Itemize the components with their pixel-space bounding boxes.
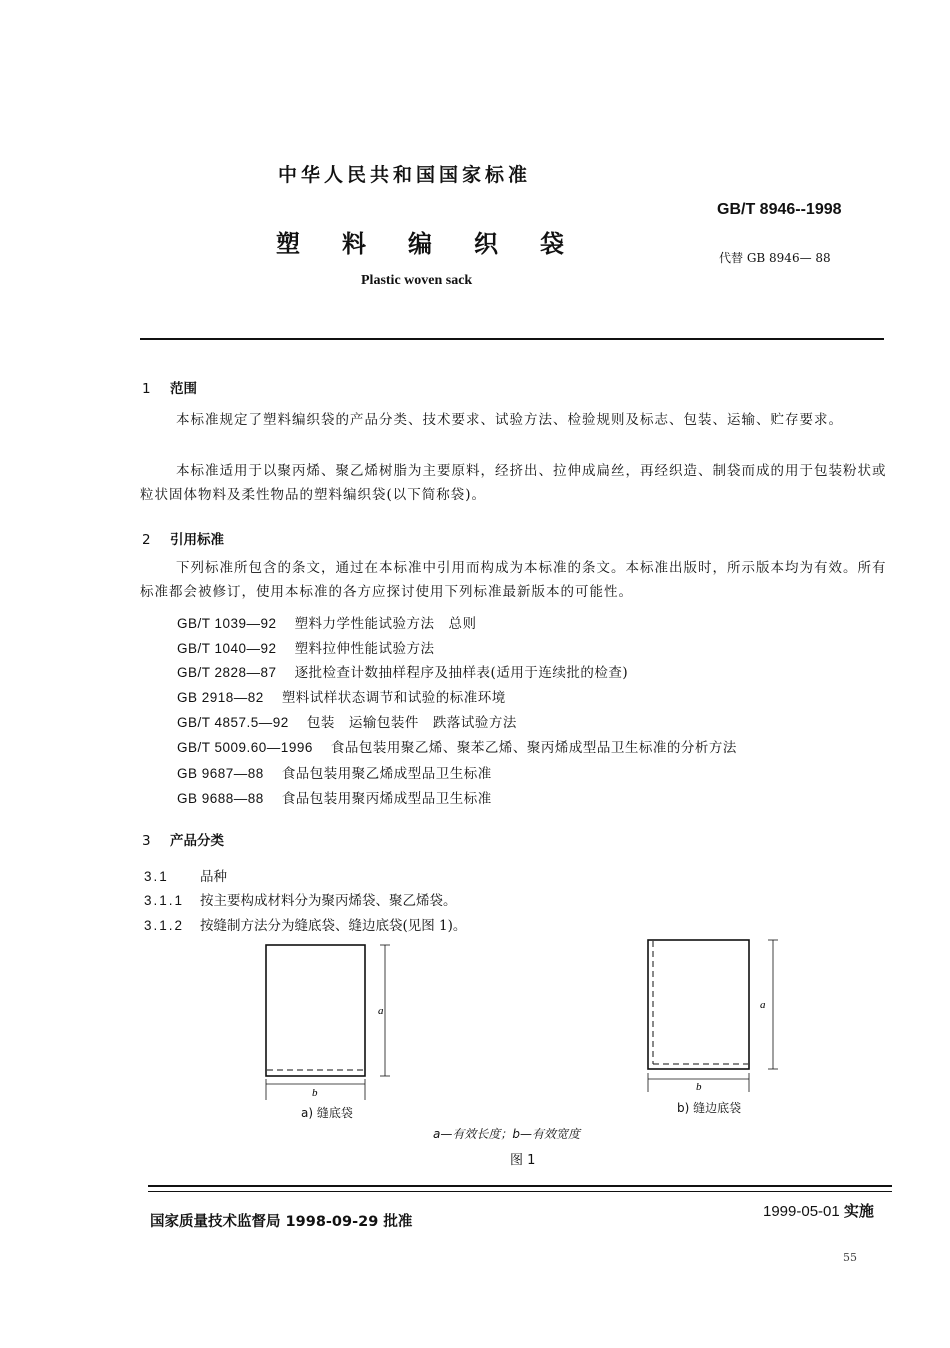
subsection-3-1-1: 3.1.1 按主要构成材料分为聚丙烯袋、聚乙烯袋。: [144, 893, 457, 909]
dimension-b-label: b: [696, 1081, 702, 1093]
replaces-standard: 代替 GB 8946— 88: [719, 251, 831, 265]
reference-item: GB 9687—88 食品包装用聚乙烯成型品卫生标准: [177, 766, 492, 782]
reference-item: GB/T 4857.5—92 包装 运输包装件 跌落试验方法: [177, 715, 517, 731]
effective-statement: [763, 1200, 874, 1221]
reference-item: GB/T 1039—92 塑料力学性能试验方法 总则: [177, 616, 477, 632]
issuing-body: 中华人民共和国国家标准: [278, 164, 532, 186]
footer-rule-bottom: [148, 1191, 892, 1192]
sewn-bottom-bag-drawing: [266, 945, 390, 1100]
effective-label: 实施: [843, 1202, 874, 1220]
reference-item: GB/T 2828—87 逐批检查计数抽样程序及抽样表(适用于连续批的检查): [177, 665, 629, 681]
approval-statement: 国家质量技术监督局 1998-09-29 批准: [150, 1214, 413, 1230]
figure-caption-right: b) 缝边底袋: [677, 1101, 742, 1115]
section-1-paragraph-1: 本标准规定了塑料编织袋的产品分类、技术要求、试验方法、检验规则及标志、包装、运输、贮存要求。: [176, 412, 843, 428]
dimension-a-label: a: [760, 999, 766, 1011]
footer-rule-top: [148, 1185, 892, 1187]
reference-item: GB 9688—88 食品包装用聚丙烯成型品卫生标准: [177, 791, 492, 807]
reference-item: GB/T 1040—92 塑料拉伸性能试验方法: [177, 641, 435, 657]
reference-item: GB/T 5009.60—1996 食品包装用聚乙烯、聚苯乙烯、聚丙烯成型品卫生标准的分析方法: [177, 740, 737, 756]
section-1-heading: 1 范围: [142, 381, 197, 397]
header-rule: [140, 338, 884, 340]
section-1-paragraph-2: 本标准适用于以聚丙烯、聚乙烯树脂为主要原料，经挤出、拉伸成扁丝，再经织造、制袋而成的用于包装粉状或粒状固体物料及柔性物品的塑料编织袋(以下简称袋)。: [140, 463, 887, 503]
effective-date: 1999-05-01: [763, 1203, 840, 1220]
section-2-paragraph-1: 下列标准所包含的条文，通过在本标准中引用而构成为本标准的条文。本标准出版时，所示版本均为有效。所有标准都会被修订，使用本标准的各方应探讨使用下列标准最新版本的可能性。: [140, 560, 887, 600]
dimension-a-label: a: [378, 1005, 384, 1017]
section-2-heading: 2 引用标准: [142, 532, 224, 548]
subsection-3-1-2: 3.1.2 按缝制方法分为缝底袋、缝边底袋(见图 1)。: [144, 918, 467, 934]
sewn-side-bottom-bag-drawing: [648, 940, 778, 1093]
figure-caption-left: a) 缝底袋: [301, 1106, 353, 1120]
title-english: Plastic woven sack: [361, 273, 473, 288]
page-number: 55: [843, 1251, 857, 1264]
reference-item: GB 2918—82 塑料试样状态调节和试验的标准环境: [177, 690, 506, 706]
figure-title: 图 1: [510, 1153, 536, 1168]
section-3-heading: 3 产品分类: [142, 833, 224, 849]
dimension-b-label: b: [312, 1087, 318, 1099]
standard-number: GB/T 8946--1998: [717, 201, 842, 218]
subsection-3-1: 3.1 品种: [144, 869, 227, 885]
title-chinese: 塑料编织袋: [276, 230, 606, 258]
figure-1-diagram: [0, 930, 950, 1120]
figure-legend: a—有效长度；b—有效宽度: [433, 1127, 580, 1141]
